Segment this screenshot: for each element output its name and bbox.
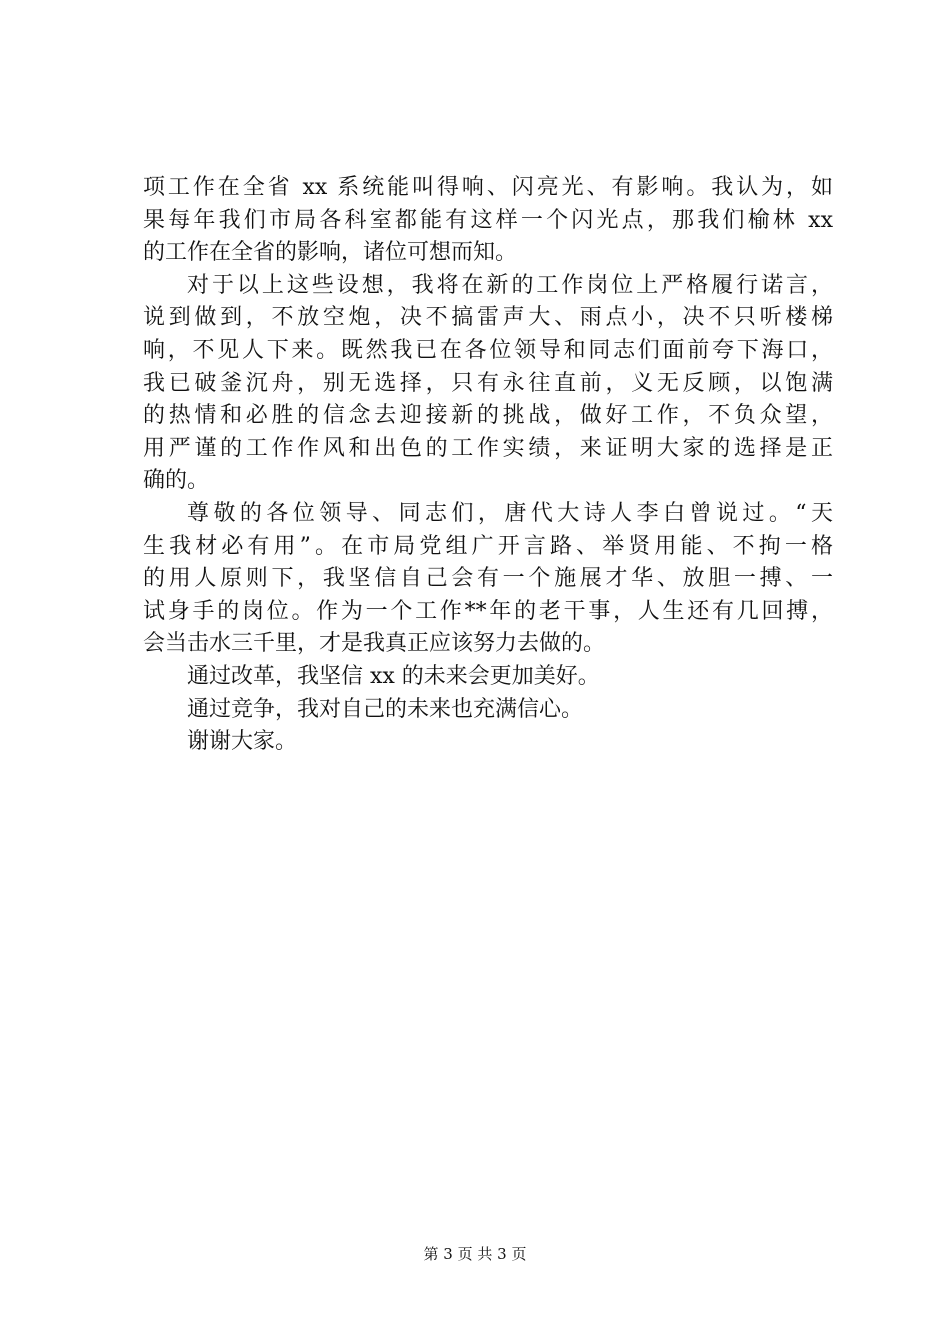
text-line: 的用人原则下，我坚信自己会有一个施展才华、放胆一搏、一 — [143, 566, 833, 592]
text-line: 的工作在全省的影响，诸位可想而知。 — [143, 240, 518, 266]
text-line: 的热情和必胜的信念去迎接新的挑战，做好工作，不负众望， — [143, 403, 833, 429]
paragraph-start-line: 谢谢大家。 — [187, 729, 298, 755]
document-body — [143, 172, 833, 759]
paragraph-start-line: 通过改革，我坚信 xx 的未来会更加美好。 — [187, 663, 600, 689]
text-line: 会当击水三千里，才是我真正应该努力去做的。 — [143, 631, 606, 657]
text-line: 确的。 — [143, 468, 210, 494]
text-line: 我已破釜沉舟，别无选择，只有永往直前，义无反顾，以饱满 — [143, 370, 833, 396]
text-line: 用严谨的工作作风和出色的工作实绩，来证明大家的选择是正 — [143, 435, 833, 461]
paragraph-start-line: 尊敬的各位领导、同志们，唐代大诗人李白曾说过。“天 — [187, 500, 833, 526]
text-line: 试身手的岗位。作为一个工作**年的老干事，人生还有几回搏， — [143, 598, 833, 624]
text-line: 响，不见人下来。既然我已在各位领导和同志们面前夸下海口， — [143, 337, 833, 363]
paragraph-start-line: 对于以上这些设想，我将在新的工作岗位上严格履行诺言， — [187, 272, 833, 298]
text-line: 项工作在全省 xx 系统能叫得响、闪亮光、有影响。我认为，如 — [143, 175, 833, 200]
paragraph-start-line: 通过竞争，我对自己的未来也充满信心。 — [187, 696, 584, 722]
text-line: 说到做到，不放空炮，决不搞雷声大、雨点小，决不只听楼梯 — [143, 305, 833, 331]
text-line: 果每年我们市局各科室都能有这样一个闪光点，那我们榆林 xx — [143, 207, 833, 233]
text-line: 生我材必有用”。在市局党组广开言路、举贤用能、不拘一格 — [143, 533, 833, 559]
page-footer: 第 3 页 共 3 页 — [423, 1245, 527, 1263]
